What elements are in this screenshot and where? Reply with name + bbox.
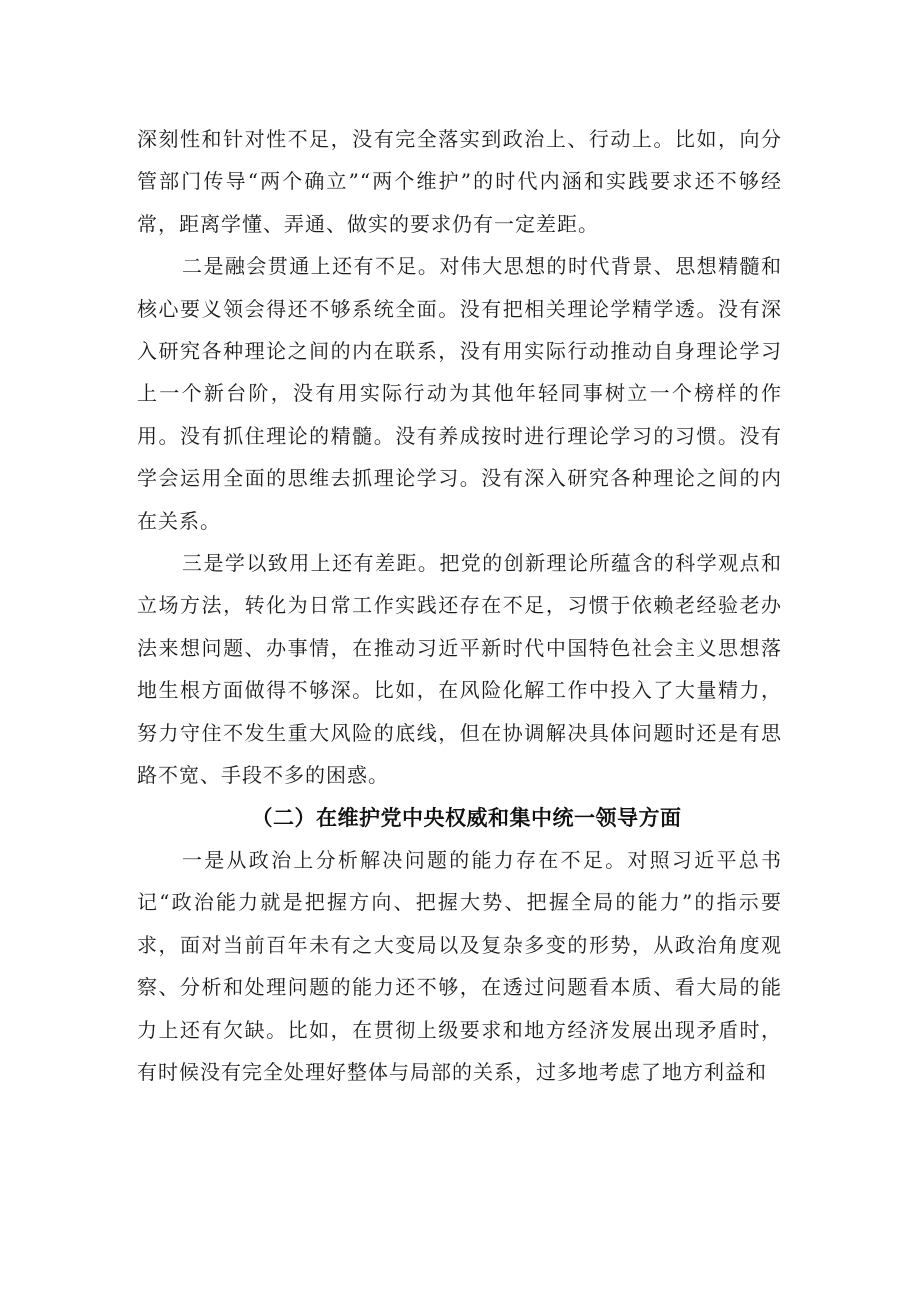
paragraph-point-three: 三是学以致用上还有差距。把党的创新理论所蕴含的科学观点和立场方法，转化为日常工作实践还存在不足，习惯于依赖老经验老办法来想问题、办事情，在推动习近平新时代中国特色社会主义思想落地生根方面做得不够深。比如，在风险化解工作中投入了大量精力，努力守住不发生重大风险的底线，但在协调解决具体问题时还是有思路不宽、手段不多的困惑。 [137, 551, 782, 788]
paragraph-point-one: 一是从政治上分析解决问题的能力存在不足。对照习近平总书记“政治能力就是把握方向、把握大势、把握全局的能力”的指示要求，面对当前百年未有之大变局以及复杂多变的形势，从政治角度观察、分析和处理问题的能力还不够，在透过问题看本质、看大局的能力上还有欠缺。比如，在贯彻上级要求和地方经济发展出现矛盾时，有时候没有完全处理好整体与局部的关系，过多地考虑了地方利益和 [137, 847, 782, 1084]
paragraph-point-two: 二是融会贯通上还有不足。对伟大思想的时代背景、思想精髓和核心要义领会得还不够系统全面。没有把相关理论学精学透。没有深入研究各种理论之间的内在联系，没有用实际行动推动自身理论学习上一个新台阶，没有用实际行动为其他年轻同事树立一个榜样的作用。没有抓住理论的精髓。没有养成按时进行理论学习的习惯。没有学会运用全面的思维去抓理论学习。没有深入研究各种理论之间的内在关系。 [137, 254, 782, 533]
section-heading: （二）在维护党中央权威和集中统一领导方面 [251, 805, 682, 830]
document-body [137, 118, 782, 1093]
paragraph-continuation: 深刻性和针对性不足，没有完全落实到政治上、行动上。比如，向分管部门传导“两个确立”“两个维护”的时代内涵和实践要求还不够经常，距离学懂、弄通、做实的要求仍有一定差距。 [137, 127, 782, 236]
